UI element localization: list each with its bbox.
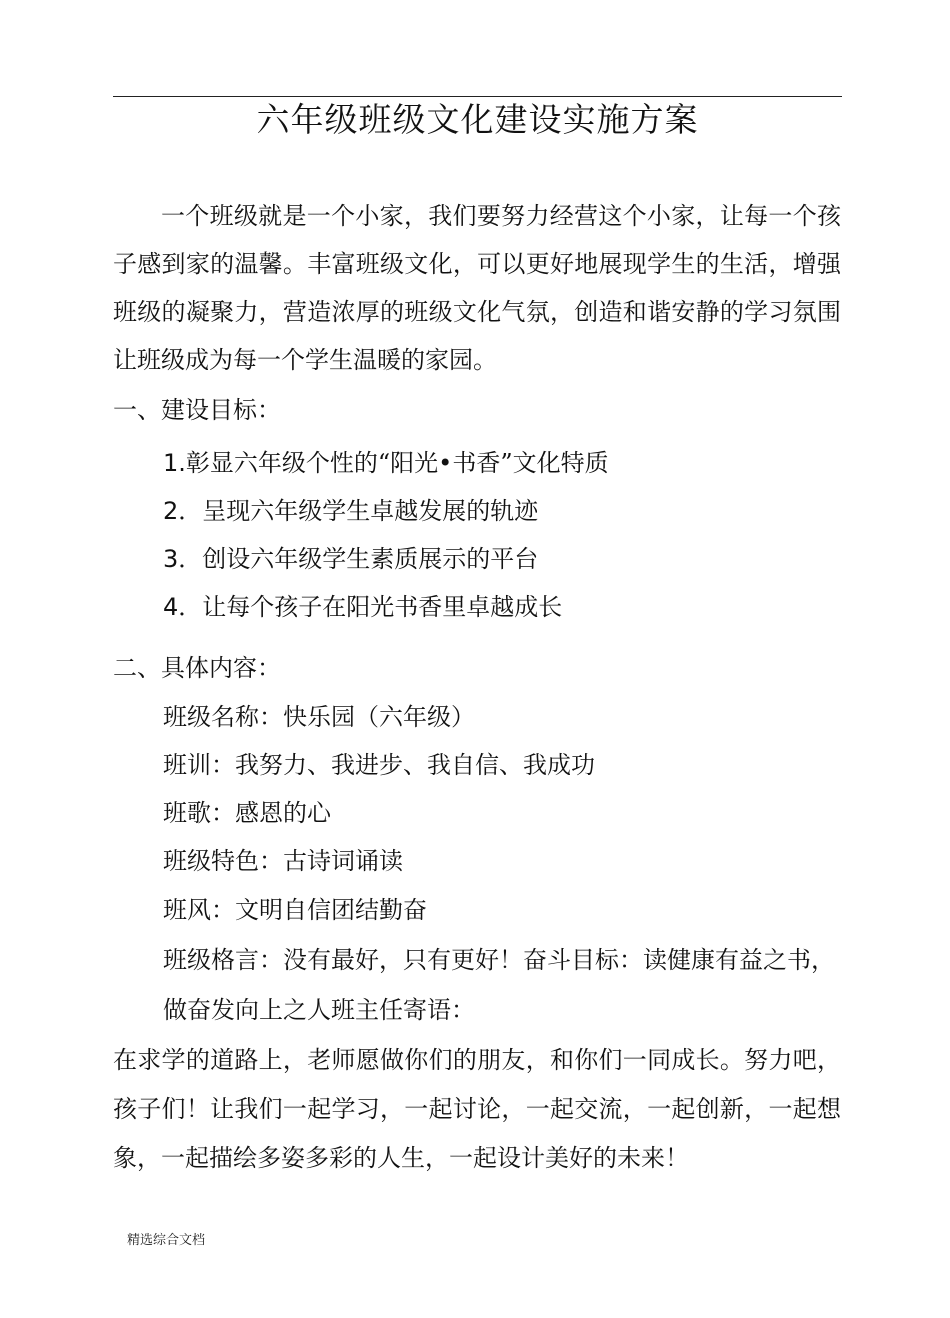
goal-number: 2．	[163, 497, 203, 525]
content-class-song: 班歌：感恩的心	[163, 799, 331, 827]
content-class-name: 班级名称：快乐园（六年级）	[163, 703, 475, 731]
message-line-2: 孩子们！让我们一起学习，一起讨论，一起交流，一起创新，一起想	[113, 1095, 841, 1123]
goal-number: 4．	[163, 593, 203, 621]
intro-line-4: 让班级成为每一个学生温暖的家园。	[113, 346, 497, 374]
goal-number: 1.	[163, 449, 186, 477]
intro-line-3: 班级的凝聚力，营造浓厚的班级文化气氛，创造和谐安静的学习氛围	[113, 298, 841, 326]
goal-text: 彰显六年级个性的“阳光•书香”文化特质	[185, 449, 609, 477]
goal-number: 3．	[163, 545, 203, 573]
content-class-feature: 班级特色：古诗词诵读	[163, 847, 403, 875]
content-class-maxim: 班级格言：没有最好，只有更好！奋斗目标：读健康有益之书，	[163, 946, 835, 974]
content-class-motto: 班训：我努力、我进步、我自信、我成功	[163, 751, 595, 779]
message-line-3: 象，一起描绘多姿多彩的人生，一起设计美好的未来！	[113, 1144, 689, 1172]
goal-item-4	[163, 591, 562, 623]
header-rule	[113, 96, 842, 97]
goal-text: 创设六年级学生素质展示的平台	[202, 545, 539, 573]
section1-heading: 一、建设目标：	[113, 396, 281, 424]
page-title: 六年级班级文化建设实施方案	[256, 100, 699, 139]
intro-line-2: 子感到家的温馨。丰富班级文化，可以更好地展现学生的生活，增强	[113, 250, 841, 278]
section2-heading: 二、具体内容：	[113, 654, 281, 682]
goal-item-2	[163, 495, 538, 527]
goal-item-3	[163, 543, 538, 575]
content-class-goal: 做奋发向上之人班主任寄语：	[163, 996, 475, 1024]
content-class-style: 班风：文明自信团结勤奋	[163, 896, 427, 924]
goal-item-1	[163, 447, 609, 479]
footer-label: 精选综合文档	[127, 1233, 206, 1248]
intro-line-1: 一个班级就是一个小家，我们要努力经营这个小家，让每一个孩	[161, 202, 841, 230]
goal-text: 呈现六年级学生卓越发展的轨迹	[202, 497, 539, 525]
goal-text: 让每个孩子在阳光书香里卓越成长	[202, 593, 563, 621]
message-line-1: 在求学的道路上，老师愿做你们的朋友，和你们一同成长。努力吧，	[113, 1046, 841, 1074]
